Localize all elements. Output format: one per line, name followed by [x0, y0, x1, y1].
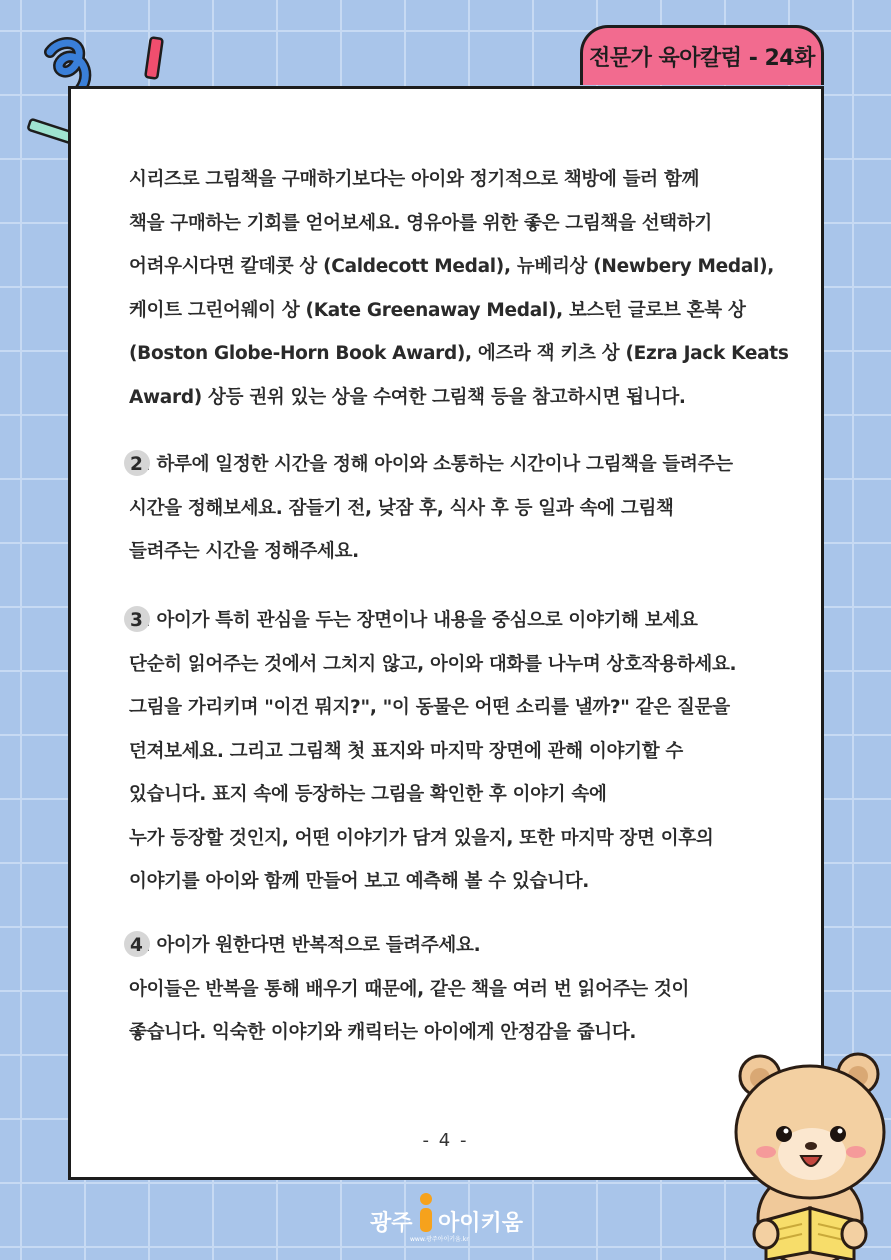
- paragraph-line: 시간을 정해보세요. 잠들기 전, 낮잠 후, 식사 후 등 일과 속에 그림책: [129, 497, 674, 519]
- bear-mascot: [726, 1048, 891, 1260]
- column-tag: [580, 25, 824, 85]
- section-number: 2: [129, 443, 144, 487]
- section-heading-text: . 아이가 원한다면 반복적으로 들려주세요.: [143, 935, 481, 956]
- page-number: - 4 -: [422, 1130, 469, 1151]
- paragraph-line: 좋습니다. 익숙한 이야기와 캐릭터는 아이에게 안정감을 줍니다.: [129, 1022, 637, 1043]
- paragraph-line: 들려주는 시간을 정해주세요.: [129, 541, 359, 562]
- logo: [370, 1190, 530, 1250]
- section-heading-text: . 아이가 특히 관심을 두는 장면이나 내용을 중심으로 이야기해 보세요: [143, 610, 698, 631]
- paragraph-line: 그림을 가리키며 "이건 뭐지?", "이 동물은 어떤 소리를 낼까?" 같은 질문을: [129, 697, 730, 718]
- paragraph-line: 누가 등장할 것인지, 어떤 이야기가 담겨 있을지, 또한 마지막 장면 이후의: [129, 827, 714, 849]
- paragraph-line: 있습니다. 표지 속에 등장하는 그림을 확인한 후 이야기 속에: [129, 784, 607, 805]
- paragraph-line: 이야기를 아이와 함께 만들어 보고 예측해 볼 수 있습니다.: [129, 871, 589, 892]
- paragraph-line: 단순히 읽어주는 것에서 그치지 않고, 아이와 대화를 나누며 상호작용하세요.: [129, 653, 737, 675]
- section-heading: [129, 924, 789, 968]
- section-heading: [129, 443, 789, 487]
- logo-url: www.광주아이키움.kr: [410, 1236, 469, 1243]
- section-number: 3: [129, 599, 144, 643]
- section-heading: [129, 599, 789, 643]
- paragraph-line: 책을 구매하는 기회를 얻어보세요. 영유아를 위한 좋은 그림책을 선택하기: [129, 212, 712, 234]
- pink-dash-decoration: [140, 34, 170, 84]
- section-3: [129, 599, 789, 904]
- paragraph-line: Award) 상등 권위 있는 상을 수여한 그림책 등을 참고하시면 됩니다.: [129, 386, 686, 408]
- column-tag-label: 전문가 육아칼럼 - 24화: [589, 46, 815, 71]
- logo-left-text: 광주: [370, 1210, 413, 1235]
- paragraph-line: 아이들은 반복을 통해 배우기 때문에, 같은 책을 여러 번 읽어주는 것이: [129, 978, 690, 1000]
- logo-person-icon: [416, 1192, 436, 1234]
- section-2: [129, 443, 789, 574]
- paragraph-line: 케이트 그린어웨이 상 (Kate Greenaway Medal), 보스턴 글로브 혼북 상: [129, 299, 746, 321]
- paragraph-line: 어려우시다면 칼데콧 상 (Caldecott Medal), 뉴베리상 (Newbery Medal),: [129, 256, 774, 277]
- paragraph-line: 던져보세요. 그리고 그림책 첫 표지와 마지막 장면에 관해 이야기할 수: [129, 740, 683, 762]
- section-4: [129, 924, 789, 1055]
- section-number: 4: [129, 924, 144, 968]
- logo-right-text: 아이키움: [438, 1210, 524, 1235]
- paragraph-line: (Boston Globe-Horn Book Award), 에즈라 잭 키츠 상 (Ezra Jack Keats: [129, 343, 789, 364]
- section-1: [129, 158, 789, 419]
- section-heading-text: . 하루에 일정한 시간을 정해 아이와 소통하는 시간이나 그림책을 들려주는: [143, 454, 733, 475]
- paragraph-line: 시리즈로 그림책을 구매하기보다는 아이와 정기적으로 책방에 들러 함께: [129, 169, 700, 190]
